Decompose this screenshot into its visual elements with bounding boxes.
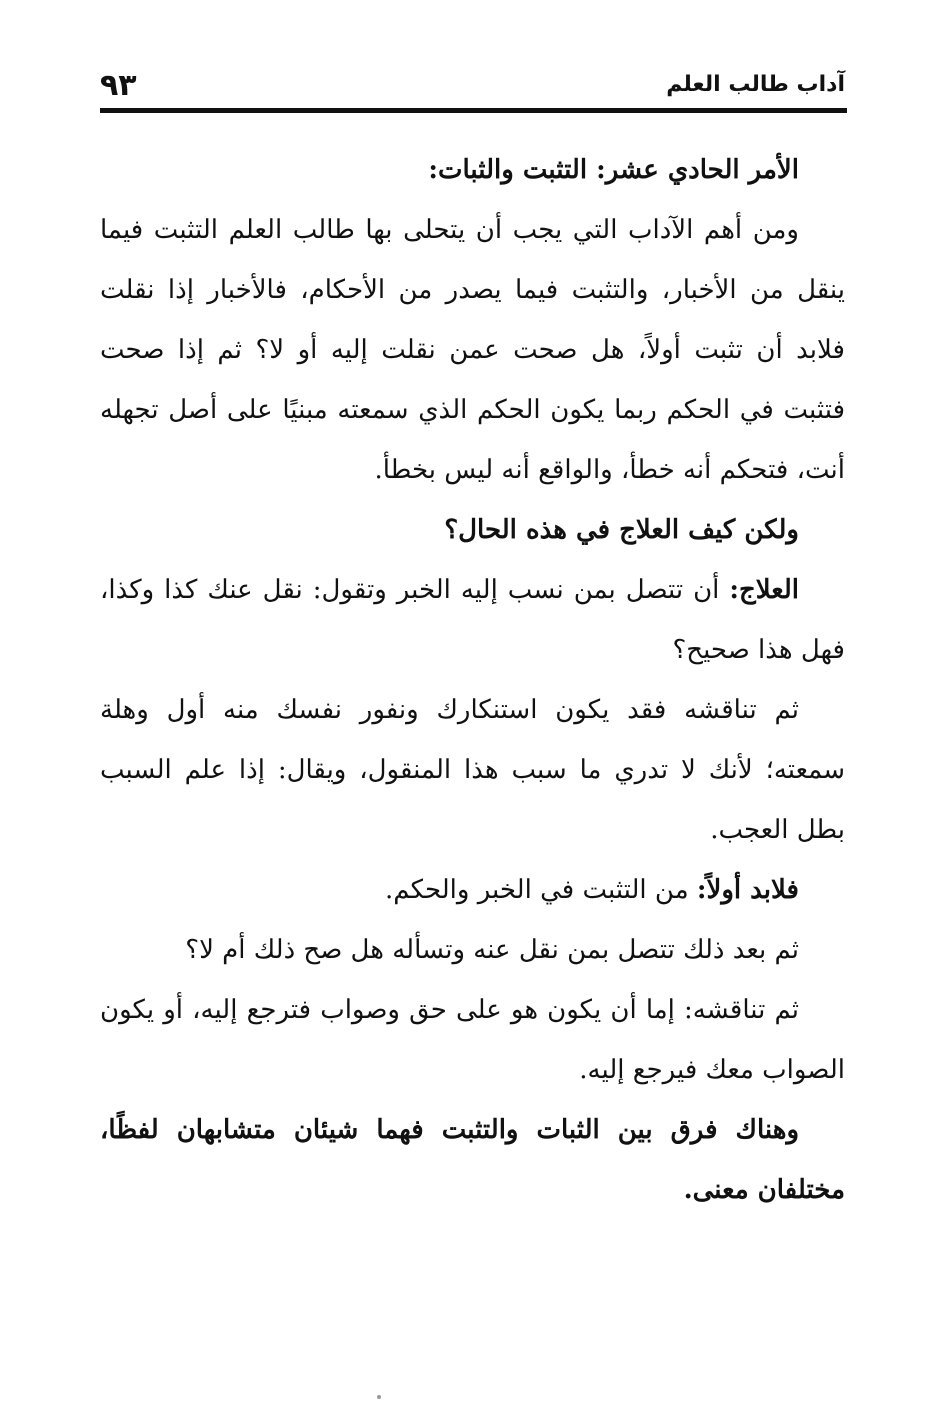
remedy-text: أن تتصل بمن نسب إليه الخبر وتقول: نقل عنك كذا وكذا، فهل هذا صحيح؟ (100, 575, 845, 665)
section-heading: الأمر الحادي عشر: التثبت والثبات: (428, 155, 799, 185)
remedy-label: العلاج: (729, 575, 799, 605)
paragraph-4: ثم تناقشه: إما أن يكون هو على حق وصواب فترجع إليه، أو يكون الصواب معك فيرجع إليه. (100, 995, 845, 1085)
question-line: ولكن كيف العلاج في هذه الحال؟ (444, 515, 799, 545)
must-first-text: من التثبت في الخبر والحكم. (385, 875, 697, 905)
paragraph-3: ثم بعد ذلك تتصل بمن نقل عنه وتسأله هل صح ذلك أم لا؟ (185, 935, 799, 965)
paragraph-5: وهناك فرق بين الثبات والتثبت فهما شيئان متشابهان لفظًا، مختلفان معنى. (100, 1115, 845, 1205)
must-first-paragraph (100, 860, 845, 920)
running-title: آداب طالب العلم (666, 72, 845, 97)
page-number: ٩٣ (100, 68, 137, 103)
paragraph-2: ثم تناقشه فقد يكون استنكارك ونفور نفسك منه أول وهلة سمعته؛ لأنك لا تدري ما سبب هذا المنقول، ويقال: إذا علم السبب بطل العجب. (100, 695, 846, 845)
page-header (100, 62, 845, 110)
header-rule (100, 108, 847, 113)
scan-speck (377, 1395, 381, 1399)
paragraph-1: ومن أهم الآداب التي يجب أن يتحلى بها طالب العلم التثبت فيما ينقل من الأخبار، والتثبت فيما يصدر من الأحكام، فالأخبار إذا نقلت فلابد أن تثبت أولاً، هل صحت عمن نقلت إليه أو لا؟ ثم إذا صحت فتثبت في الحكم ربما يكون الحكم الذي سمعته مبنيًا على أصل تجهله أنت، فتحكم أنه خطأ، والواقع أنه ليس بخطأ. (100, 215, 845, 485)
must-first-label: فلابد أولاً: (696, 875, 799, 905)
remedy-paragraph (100, 560, 845, 680)
page-body (100, 140, 845, 1220)
